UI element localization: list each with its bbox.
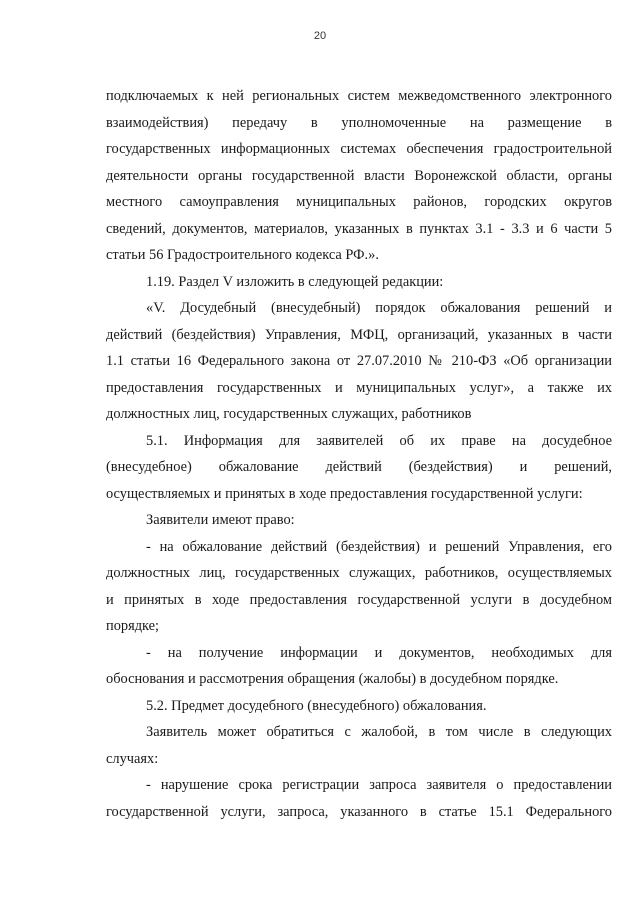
section-heading: действий (бездействия) Управления, МФЦ, организаций, указанных в части [106, 326, 612, 343]
paragraph-text: Заявитель может обратиться с жалобой, в том числе в следующих [146, 724, 612, 740]
section-heading: 1.1 статьи 16 Федерального закона от 27.07.2010 № 210-ФЗ «Об организации [106, 353, 612, 369]
clause-5-2: 5.2. Предмет досудебного (внесудебного) обжалования. [146, 697, 487, 714]
section-heading: должностных лиц, государственных служащих, работников [106, 406, 472, 422]
text-line: взаимодействия) передачу в уполномоченные на размещение в [106, 114, 612, 131]
clause-5-1: 5.1. Информация для заявителей об их праве на досудебное [146, 432, 612, 449]
list-item: обоснования и рассмотрения обращения (жалобы) в досудебном порядке. [106, 671, 559, 687]
document-body [106, 83, 612, 825]
list-item: - нарушение срока регистрации запроса заявителя о предоставлении [146, 777, 612, 793]
list-item: порядке; [106, 618, 160, 634]
section-instruction: 1.19. Раздел V изложить в следующей редакции: [146, 273, 444, 290]
list-item: государственной услуги, запроса, указанного в статье 15.1 Федерального [106, 803, 612, 820]
text-line: статьи 56 Градостроительного кодекса РФ.». [106, 247, 379, 263]
text-line: местного самоуправления муниципальных районов, городских округов [106, 194, 612, 210]
section-heading: «V. Досудебный (внесудебный) порядок обжалования решений и [146, 300, 612, 316]
clause-5-1: (внесудебное) обжалование действий (бездействия) и решений, [106, 459, 612, 475]
section-heading: предоставления государственных и муниципальных услуг», а также их [106, 379, 612, 396]
list-item: должностных лиц, государственных служащих, работников, осуществляемых [106, 565, 612, 581]
list-item: - на обжалование действий (бездействия) и решений Управления, его [146, 538, 612, 555]
page-number: 20 [313, 30, 327, 42]
paragraph-text: Заявители имеют право: [146, 512, 295, 528]
text-line: государственных информационных системах обеспечения градостроительной [106, 141, 612, 157]
paragraph-text: случаях: [106, 750, 159, 767]
text-line: сведений, документов, материалов, указанных в пунктах 3.1 - 3.3 и 6 части 5 [106, 220, 612, 237]
list-item: и принятых в ходе предоставления государственной услуги в досудебном [106, 591, 612, 608]
text-line: деятельности органы государственной власти Воронежской области, органы [106, 167, 612, 184]
clause-5-1: осуществляемых и принятых в ходе предоставления государственной услуги: [106, 485, 583, 502]
list-item: - на получение информации и документов, необходимых для [146, 644, 612, 661]
text-line: подключаемых к ней региональных систем межведомственного электронного [106, 88, 612, 104]
